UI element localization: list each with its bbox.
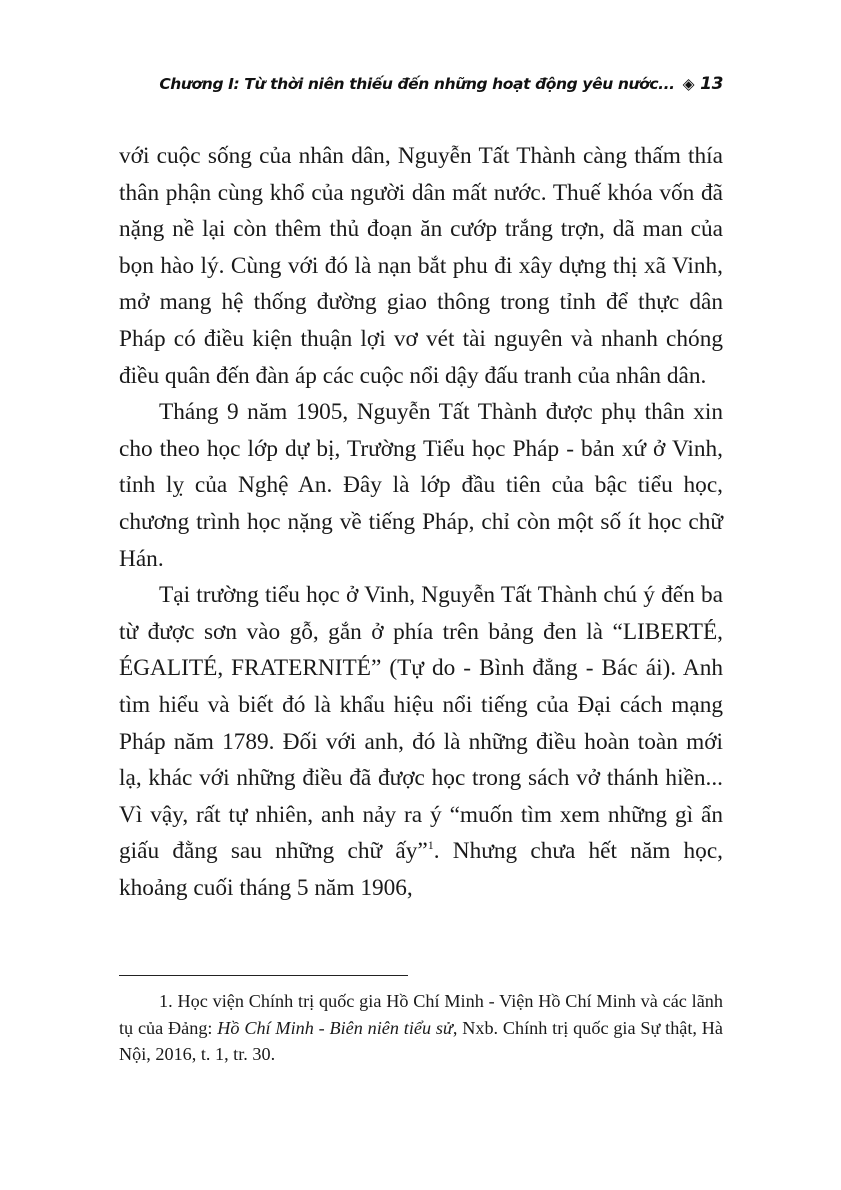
footnote-text: , Nxb. Chính trị quốc gia Sự thật, Hà Nội, 2016, t. 1, tr. 30.	[119, 1017, 723, 1064]
footnote-text: Học viện Chính trị quốc gia Hồ Chí Minh - Viện Hồ Chí Minh và các lãnh tụ của Đảng:	[119, 991, 723, 1038]
footnote	[119, 988, 723, 1068]
footnote-section	[119, 988, 723, 1068]
footnote-book-title: Hồ Chí Minh - Biên niên tiểu sử	[217, 1017, 453, 1038]
footnote-divider	[119, 975, 408, 976]
paragraph-text: Tại trường tiểu học ở Vinh, Nguyễn Tất Thành chú ý đến ba từ được sơn vào gỗ, gắn ở phía trên bảng đen là “LIBERTÉ, ÉGALITÉ, FRATERNITÉ” (Tự do - Bình đẳng - Bác ái). Anh tìm hiểu và biết đó là khẩu hiệu nổi tiếng của Đại cách mạng Pháp năm 1789. Đối với anh, đó là những điều hoàn toàn mới lạ, khác với những điều đã được học trong sách vở thánh hiền... Vì vậy, rất tự nhiên, anh nảy ra ý “muốn tìm xem những gì ẩn giấu đằng sau những chữ ấy”	[119, 582, 723, 865]
paragraph	[119, 577, 723, 906]
footnote-reference[interactable]: 1	[427, 838, 434, 853]
running-header	[159, 74, 723, 94]
paragraph: với cuộc sống của nhân dân, Nguyễn Tất Thành càng thấm thía thân phận cùng khổ của người dân mất nước. Thuế khóa vốn đã nặng nề lại còn thêm thủ đoạn ăn cướp trắng trợn, dã man của bọn hào lý. Cùng với đó là nạn bắt phu đi xây dựng thị xã Vinh, mở mang hệ thống đường giao thông trong tỉnh để thực dân Pháp có điều kiện thuận lợi vơ vét tài nguyên và nhanh chóng điều quân đến đàn áp các cuộc nổi dậy đấu tranh của nhân dân.	[119, 143, 723, 389]
paragraph-text: . Nhưng chưa hết năm học, khoảng cuối tháng 5 năm 1906,	[119, 838, 723, 901]
diamond-dot-icon: ◈	[682, 75, 695, 93]
chapter-title: Chương I: Từ thời niên thiếu đến những hoạt động yêu nước...	[159, 75, 675, 93]
paragraph: Tháng 9 năm 1905, Nguyễn Tất Thành được phụ thân xin cho theo học lớp dự bị, Trường Tiểu học Pháp - bản xứ ở Vinh, tỉnh lỵ của Nghệ An. Đây là lớp đầu tiên của bậc tiểu học, chương trình học nặng về tiếng Pháp, chỉ còn một số ít học chữ Hán.	[119, 399, 723, 572]
footnote-number: 1.	[159, 991, 178, 1011]
page-number: 13	[700, 74, 723, 94]
body-text	[119, 138, 723, 906]
